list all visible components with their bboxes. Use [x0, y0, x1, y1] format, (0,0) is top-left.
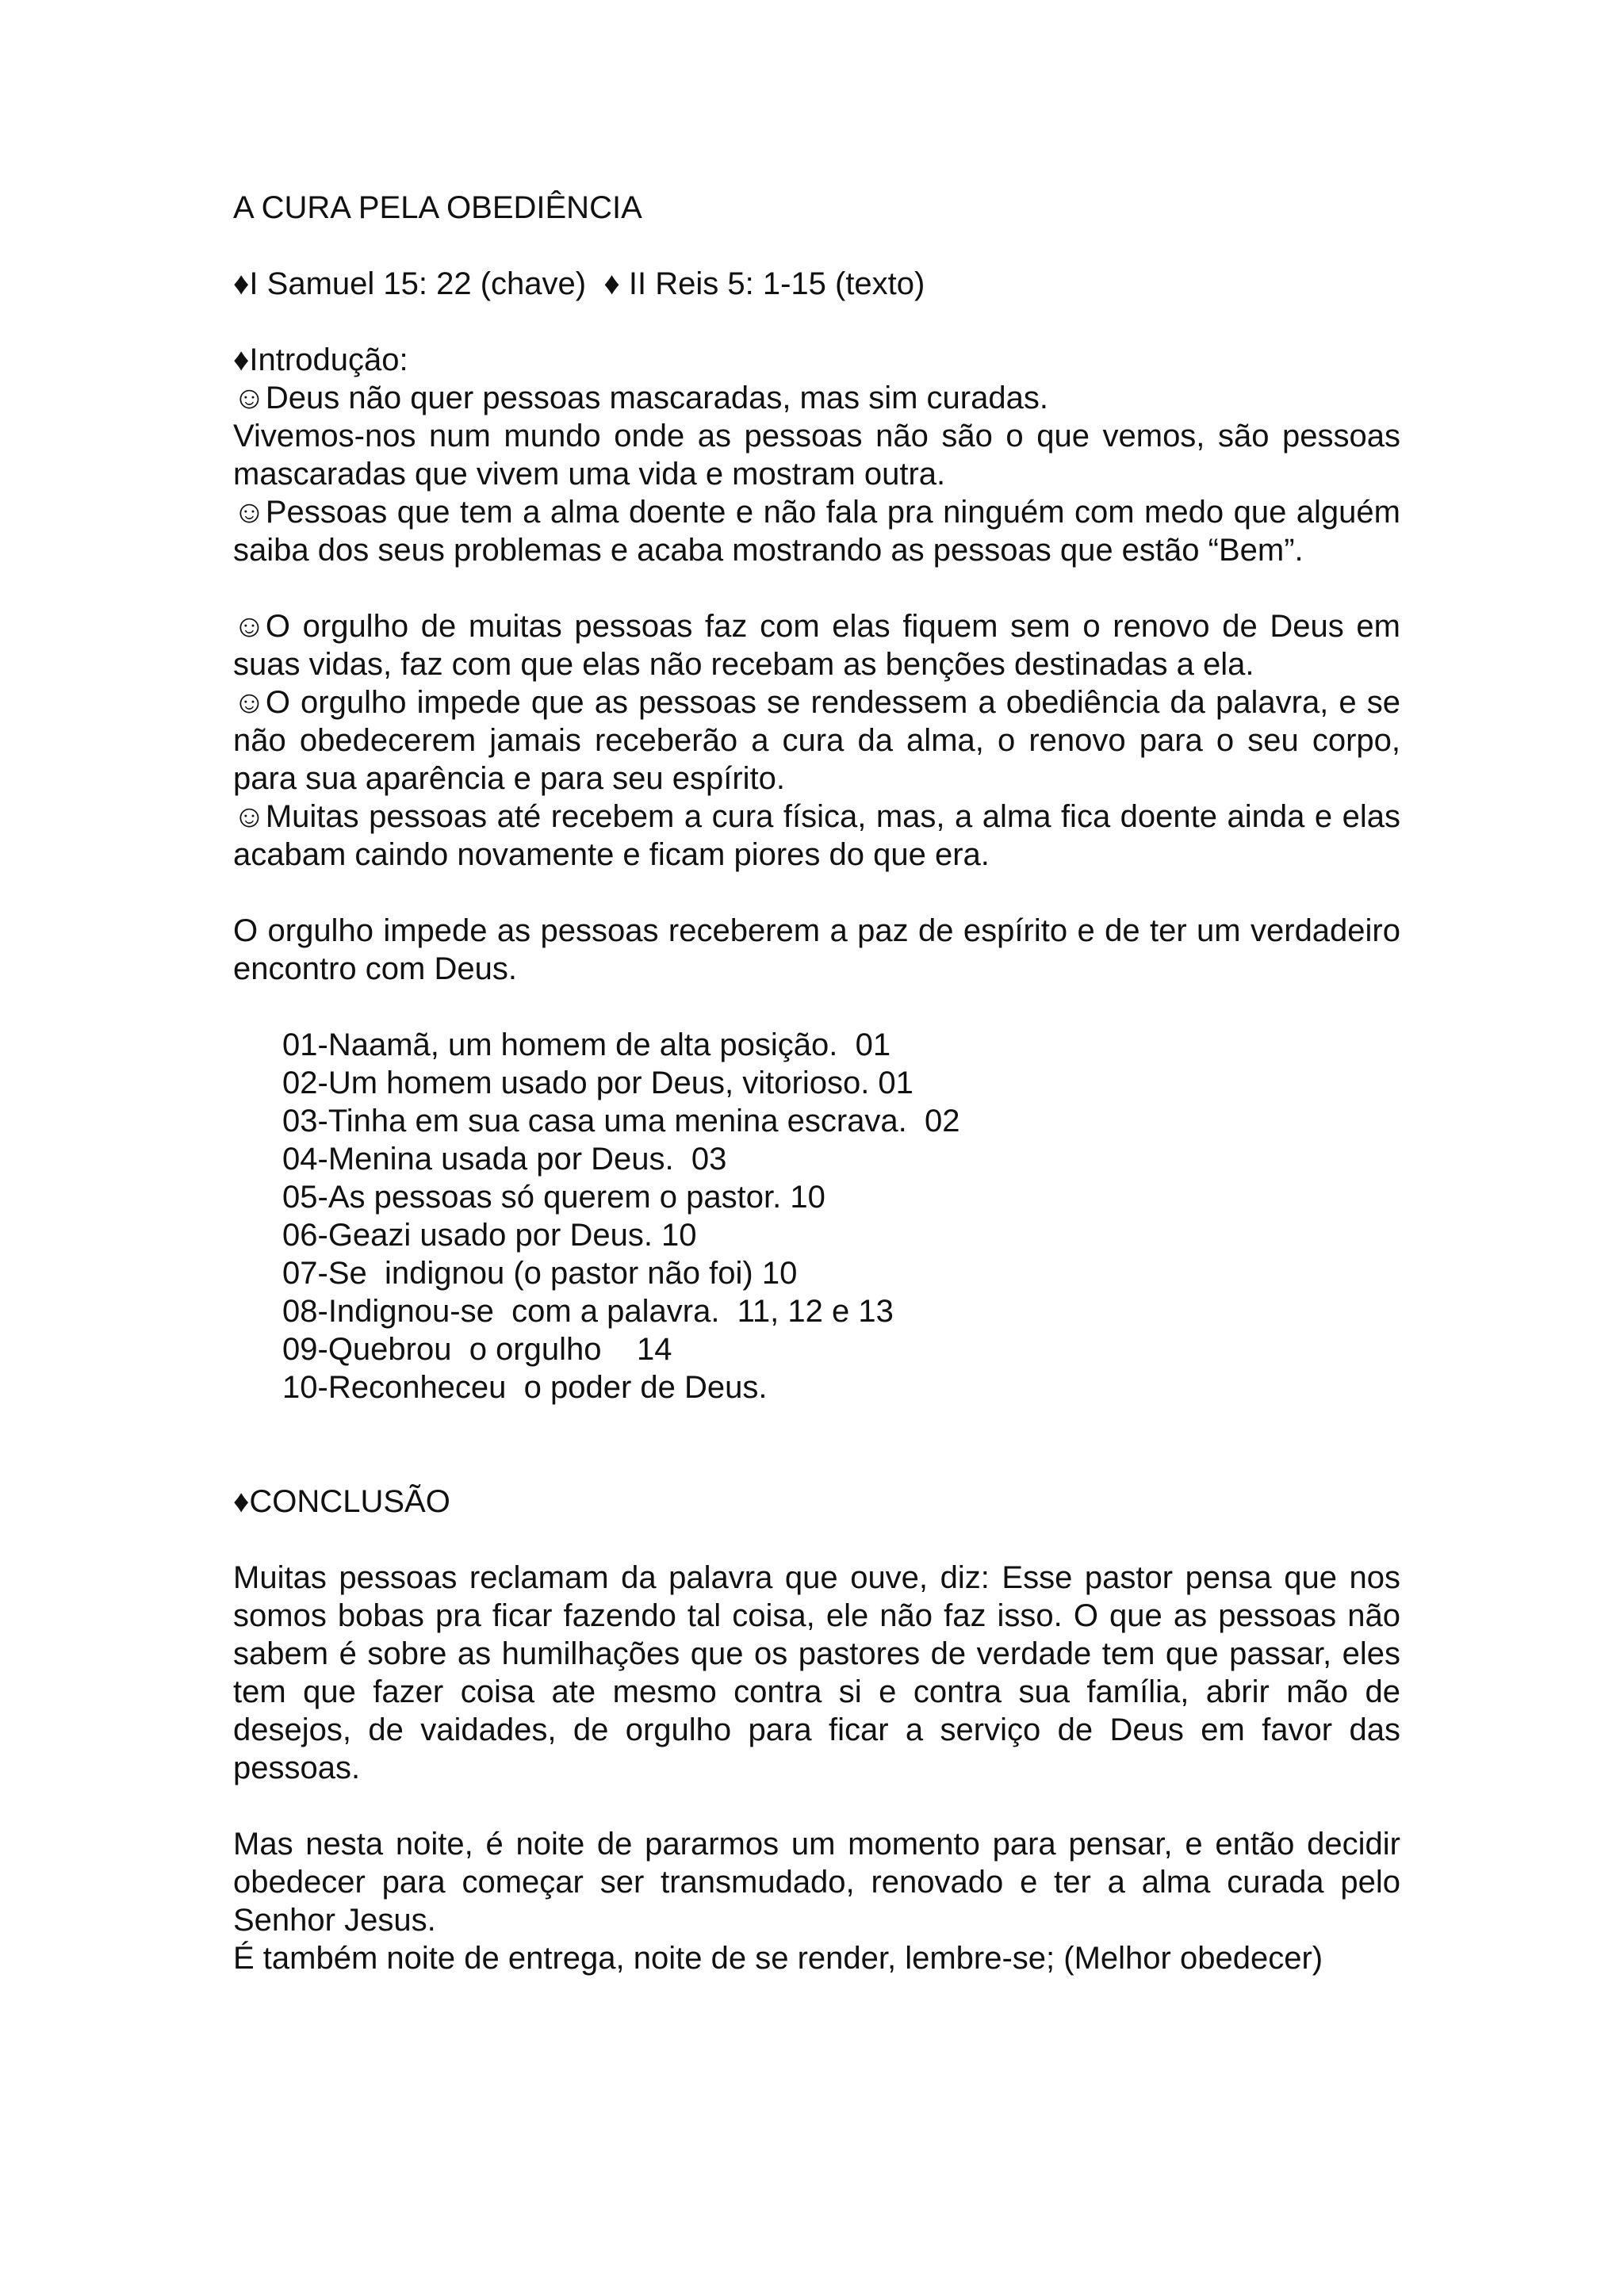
conclusion-paragraph: É também noite de entrega, noite de se render, lembre-se; (Melhor obedecer) — [233, 1941, 1323, 1976]
intro-paragraph — [233, 683, 1400, 798]
intro-heading — [233, 341, 1400, 379]
diamond-bullet-icon: ♦ — [233, 266, 250, 301]
intro-paragraph: O orgulho impede as pessoas receberem a paz de espírito e de ter um verdadeiro encontro com Deus. — [233, 913, 1400, 986]
smiley-icon: ☺ — [233, 381, 266, 415]
outline-item: 01-Naamã, um homem de alta posição. 01 — [282, 1027, 891, 1062]
outline-item: 05-As pessoas só querem o pastor. 10 — [282, 1180, 825, 1215]
outline-item: 02-Um homem usado por Deus, vitorioso. 01 — [282, 1066, 914, 1100]
intro-paragraph: Vivemos-nos num mundo onde as pessoas não são o que vemos, são pessoas mascaradas que vivem uma vida e mostram outra. — [233, 419, 1400, 492]
smiley-icon: ☺ — [233, 799, 266, 834]
conclusion-heading-label: CONCLUSÃO — [249, 1484, 450, 1519]
outline-list — [282, 1026, 1400, 1406]
intro-paragraph — [233, 379, 1400, 417]
smiley-icon: ☺ — [233, 495, 266, 530]
key-reference: I Samuel 15: 22 (chave) — [249, 266, 587, 301]
conclusion-paragraph: Mas nesta noite, é noite de pararmos um momento para pensar, e então decidir obedecer para começar ser transmudado, renovado e ter a alma curada pelo Senhor Jesus. — [233, 1827, 1400, 1938]
diamond-bullet-icon: ♦ — [233, 342, 250, 377]
outline-item: 10-Reconheceu o poder de Deus. — [282, 1370, 768, 1405]
outline-item: 09-Quebrou o orgulho 14 — [282, 1332, 672, 1367]
intro-paragraph — [233, 607, 1400, 683]
outline-item: 03-Tinha em sua casa uma menina escrava. 02 — [282, 1104, 960, 1138]
intro-paragraph — [233, 798, 1400, 874]
conclusion-heading — [233, 1483, 1400, 1521]
diamond-bullet-icon: ♦ — [233, 1484, 250, 1519]
document-body — [233, 189, 1400, 1977]
smiley-icon: ☺ — [233, 685, 266, 720]
outline-item: 07-Se indignou (o pastor não foi) 10 — [282, 1256, 798, 1291]
diamond-bullet-icon: ♦ — [603, 266, 620, 301]
outline-item: 06-Geazi usado por Deus. 10 — [282, 1218, 697, 1253]
intro-paragraph-text: Deus não quer pessoas mascaradas, mas sim curadas. — [265, 381, 1048, 415]
intro-paragraph-text: O orgulho de muitas pessoas faz com elas fiquem sem o renovo de Deus em suas vidas, faz com que elas não recebam as benções destinadas a ela. — [233, 609, 1400, 682]
smiley-icon: ☺ — [233, 609, 266, 644]
intro-paragraph-text: Muitas pessoas até recebem a cura física, mas, a alma fica doente ainda e elas acabam caindo novamente e ficam piores do que era. — [233, 799, 1400, 872]
intro-paragraph-text: O orgulho impede que as pessoas se rendessem a obediência da palavra, e se não obedecerem jamais receberão a cura da alma, o renovo para o seu corpo, para sua aparência e para seu espírito. — [233, 685, 1400, 796]
intro-heading-label: Introdução: — [249, 342, 408, 377]
outline-item: 04-Menina usada por Deus. 03 — [282, 1142, 727, 1177]
intro-paragraph — [233, 493, 1400, 569]
document-title: A CURA PELA OBEDIÊNCIA — [233, 190, 642, 225]
outline-item: 08-Indignou-se com a palavra. 11, 12 e 13 — [282, 1294, 894, 1329]
text-reference: II Reis 5: 1-15 (texto) — [628, 266, 925, 301]
conclusion-paragraph: Muitas pessoas reclamam da palavra que ouve, diz: Esse pastor pensa que nos somos bobas pra ficar fazendo tal coisa, ele não faz isso. O que as pessoas não sabem é sobre as humilhações que os pastores de verdade tem que passar, eles tem que fazer coisa ate mesmo contra si e contra sua família, abrir mão de desejos, de vaidades, de orgulho para ficar a serviço de Deus em favor das pessoas. — [233, 1560, 1400, 1785]
scripture-references — [233, 265, 1400, 303]
intro-paragraph-text: Pessoas que tem a alma doente e não fala pra ninguém com medo que alguém saiba dos seus problemas e acaba mostrando as pessoas que estão “Bem”. — [233, 495, 1400, 568]
